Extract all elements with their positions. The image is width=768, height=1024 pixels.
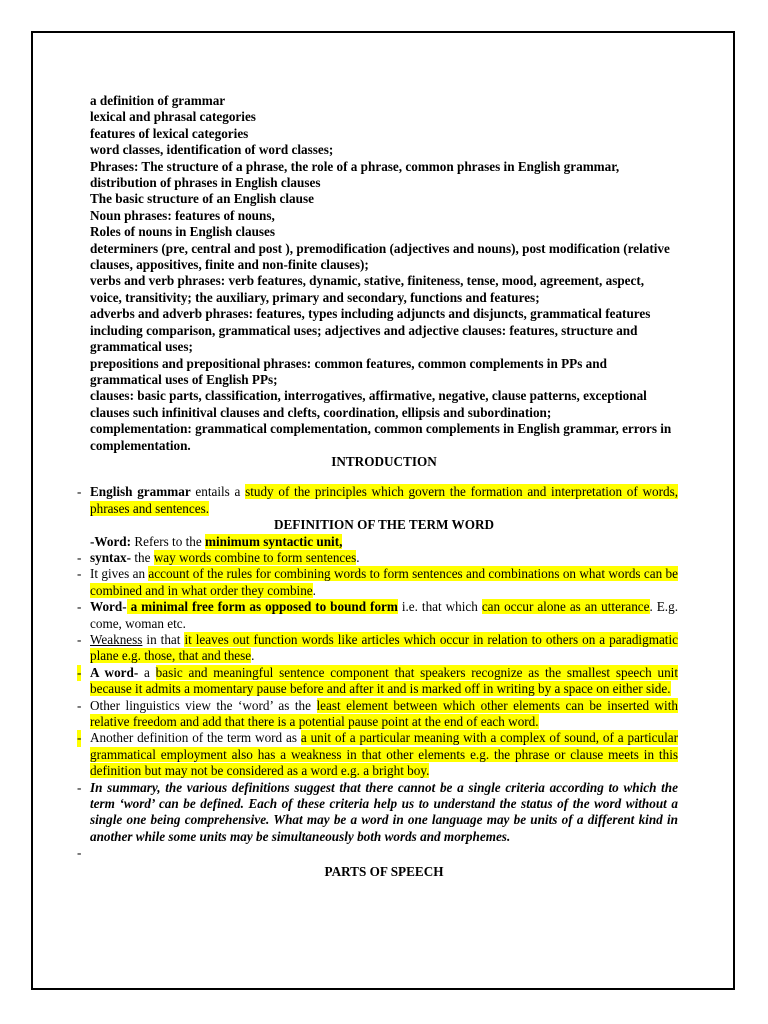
outline-item: determiners (pre, central and post ), premodification (adjectives and nouns), post modification (relative clauses, appositives, finite and non-finite clauses); (90, 240, 670, 273)
list-dash: - (77, 845, 82, 861)
highlighted-text: least element between which other elements can be inserted with relative freedom and add that there is a potential pause point at the end of each word. (90, 697, 678, 730)
list-dash: - (77, 632, 82, 647)
definition-heading: DEFINITION OF THE TERM WORD (273, 517, 495, 533)
list-dash: - (77, 599, 82, 615)
outline-item: Roles of nouns in English clauses (90, 224, 276, 240)
list-dash: - (77, 549, 82, 565)
highlighted-text: a minimal free form as opposed to bound form (126, 599, 398, 615)
outline-item: complementation: grammatical complementation, common complements in English grammar, errors in complementation. (90, 421, 672, 453)
list-dash: - (77, 484, 82, 500)
list-dash: - (77, 566, 82, 582)
highlighted-text: a unit of a particular meaning with a complex of sound, of a particular grammatical employment also has a weakness in that other elements e.g. the phrase or clause meets in this definition but may not be considered as a word e.g. a bright boy. (90, 730, 679, 779)
highlighted-text: it leaves out function words like articles which occur in relation to others on a paradigmatic plane e.g. those, that and these (90, 632, 678, 664)
highlighted-text: study of the principles which govern the formation and interpretation of words, phrases and sentences. (90, 484, 679, 516)
list-dash: - (77, 664, 82, 680)
unit-meaning-point: - Another definition of the term word as a unit of a particular meaning with a complex of sound, of a particular grammatical employment also has a weakness in that other elements e.g. the phrase or clause meets in this definition but may not be considered as a word e.g. a bright boy. (77, 730, 679, 779)
free-form-point: - Word- a minimal free form as opposed to bound form i.e. that which can occur alone as an utterance. E.g. come, woman etc. (77, 599, 678, 631)
definition-list (77, 533, 679, 862)
outline-item: word classes, identification of word classes; (90, 142, 334, 158)
least-element-point: - Other linguistics view the ‘word’ as the least element between which other elements can be inserted with relative freedom and add that there is a potential pause point at the end of each word. (77, 697, 678, 730)
list-dash: - (77, 730, 82, 746)
introduction-list (77, 484, 679, 517)
word-definition-line: -Word: Refers to the minimum syntactic unit, (90, 533, 343, 549)
rules-point: - It gives an account of the rules for combining words to form sentences and combinations on what words can be combined and in what order they combine. (77, 566, 679, 598)
outline-item: The basic structure of an English clause (90, 191, 314, 207)
list-dash: - (77, 779, 82, 795)
summary-point (77, 779, 678, 846)
weakness-point: - Weakness in that it leaves out function words like articles which occur in relation to others on a paradigmatic plane e.g. those, that and these. (77, 632, 678, 664)
introduction-point: - English grammar entails a study of the principles which govern the formation and interpretation of words, phrases and sentences. (77, 484, 679, 516)
highlighted-text: way words combine to form sentences (153, 549, 357, 565)
syntax-point: - syntax- the way words combine to form sentences. (77, 549, 360, 565)
outline-item: features of lexical categories (90, 125, 249, 141)
list-dash: - (77, 697, 82, 713)
highlighted-text: basic and meaningful sentence component that speakers recognize as the smallest speech unit because it admits a momentary pause before and after it and is marked off in writing by a space on either side. (90, 664, 679, 697)
empty-point (77, 845, 678, 861)
summary-text: In summary, the various definitions suggest that there cannot be a single criteria according to which the term ‘word’ can be defined. Each of these criteria help us to understand the status of the word without a single one being comprehensive. What may be a word in one language may be units of a different kind in another while some units may be simultaneously both words and morphemes. (90, 779, 678, 844)
outline-item: a definition of grammar (90, 93, 226, 108)
highlighted-text: account of the rules for combining words to form sentences and combinations on what words can be combined and in what order they combine (90, 566, 679, 598)
outline-item: Noun phrases: features of nouns, (90, 207, 275, 223)
document-body (77, 93, 679, 880)
highlighted-text: can occur alone as an utterance (481, 599, 650, 615)
introduction-heading: INTRODUCTION (331, 453, 437, 469)
outline-item: Phrases: The structure of a phrase, the role of a phrase, common phrases in English grammar, distribution of phrases in English clauses (90, 158, 620, 191)
outline-item: lexical and phrasal categories (90, 109, 256, 125)
outline-item: prepositions and prepositional phrases: common features, common complements in PPs and grammatical uses of English PPs; (90, 355, 607, 387)
topic-outline (90, 93, 678, 454)
sentence-component-point: - A word- a basic and meaningful sentence component that speakers recognize as the smallest speech unit because it admits a momentary pause before and after it and is marked off in writing by a space on either side. (77, 664, 679, 697)
outline-item: clauses: basic parts, classification, interrogatives, affirmative, negative, clause patterns, exceptional clauses such infinitival clauses and clefts, coordination, ellipsis and subordination; (90, 388, 647, 420)
outline-item: verbs and verb phrases: verb features, dynamic, stative, finiteness, tense, mood, agreement, aspect, voice, transitivity; the auxiliary, primary and secondary, functions and features; (90, 273, 645, 305)
outline-item: adverbs and adverb phrases: features, types including adjuncts and disjuncts, grammatical features including comparison, grammatical uses; adjectives and adjective clauses: features, structure and grammatical uses; (90, 306, 651, 355)
parts-of-speech-heading: PARTS OF SPEECH (324, 863, 444, 879)
highlighted-text: minimum syntactic unit, (205, 533, 343, 549)
